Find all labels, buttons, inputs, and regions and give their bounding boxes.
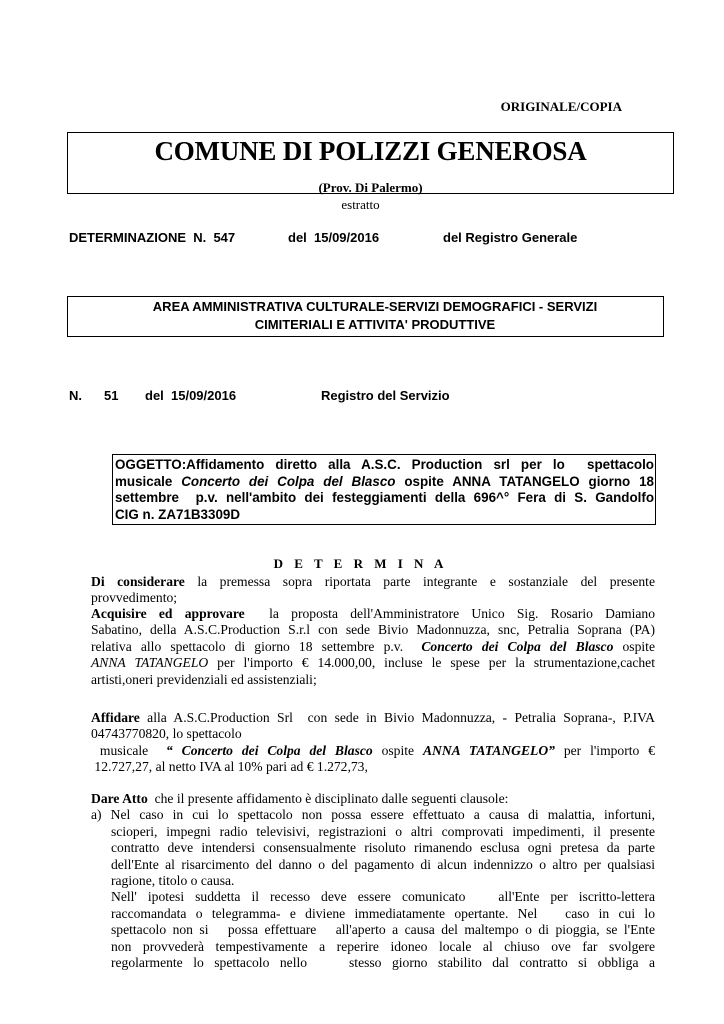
service-register-label: Registro del Servizio	[321, 388, 450, 403]
area-title-line1: AREA AMMINISTRATIVA CULTURALE-SERVIZI DEMOGRAFICI - SERVIZI	[152, 299, 598, 314]
clause-a-line10: regolarmente lo spettacolo nello stesso giorno stabilito dal contratto si obbliga a	[111, 955, 655, 971]
clause-a-line1: a) Nel caso in cui lo spettacolo non possa essere effettuato a causa di malattia, infortuni,	[91, 807, 655, 823]
p2-line3	[91, 639, 655, 655]
copy-type-label: ORIGINALE/COPIA	[500, 99, 622, 114]
p3-text1: alla A.S.C.Production Srl con sede in Bivio Madonnuzza, - Petralia Soprana-, P.IVA	[139, 710, 655, 725]
clause-a-line3: contratto deve intendersi consensualmente risoluto rimanendo esclusa ogni pretesa da parte	[111, 840, 655, 856]
p2-lead: Acquisire ed approvare	[91, 606, 245, 621]
general-register-label: del Registro Generale	[443, 230, 578, 245]
p3-line4: 12.727,27, al netto IVA al 10% pari ad € 1.272,73,	[91, 759, 368, 775]
p2-line4	[91, 655, 655, 671]
subject-text	[115, 457, 654, 523]
subject-cig: CIG n. ZA71B3309D	[115, 506, 241, 522]
p3-line3	[91, 743, 655, 759]
determina-title: D E T E R M I N A	[273, 556, 448, 571]
determination-date: del 15/09/2016	[288, 230, 380, 245]
p3-text3e: per l'importo €	[554, 742, 656, 758]
p2-artist: ANNA TATANGELO	[91, 655, 209, 671]
paragraph-consider	[91, 574, 655, 607]
p2-line5: artisti,oneri previdenziali ed assistenziali;	[91, 671, 317, 687]
extract-label: estratto	[341, 197, 380, 212]
p3-line2: 04743770820, lo spettacolo	[91, 726, 242, 742]
p3-lead: Affidare	[91, 710, 140, 725]
p2-text4b: per l'importo € 14.000,00, incluse le spese per la strumentazione,cachet	[208, 655, 655, 671]
clause-a-line4: dell'Ente al risarcimento del danno o del pagamento di alcun indennizzo o altro per qualsiasi	[111, 856, 655, 872]
clause-a-line6: Nell' ipotesi suddetta il recesso deve essere comunicato all'Ente per iscritto-lettera	[111, 889, 655, 905]
subject-line3: settembre p.v. nell'ambito dei festeggiamenti della 696^° Fera di S. Gandolfo	[115, 490, 654, 505]
clause-a-line2: scioperi, impegni radio televisivi, registrazioni o altri comprovati impedimenti, il presente	[111, 823, 655, 839]
subject-line2-c: ospite ANNA TATANGELO giorno 18	[395, 473, 654, 489]
p2-text3a: relativa allo spettacolo di giorno 18 settembre p.v.	[91, 638, 422, 654]
p1-text: la premessa sopra riportata parte integrante e sostanziale del presente	[184, 574, 655, 589]
p2-line2: Sabatino, della A.S.C.Production S.r.l con sede Bivio Madonnuzza, snc, Petralia Soprana (PA)	[91, 622, 655, 638]
service-date: del 15/09/2016	[145, 388, 237, 403]
p1-lead: Di considerare	[91, 574, 185, 589]
subject-line2-a: musicale	[115, 473, 182, 489]
paragraph-acknowledge	[91, 791, 655, 971]
service-n-label: N.	[69, 388, 82, 403]
determination-number: DETERMINAZIONE N. 547	[69, 230, 236, 245]
p3-show-title: “ Concerto dei Colpa del Blasco	[165, 742, 373, 758]
province-label: (Prov. Di Palermo)	[318, 180, 423, 195]
paragraph-acquire	[91, 606, 655, 688]
p2-show-title: Concerto dei Colpa del Blasco	[421, 638, 614, 654]
p2-line1	[91, 606, 655, 622]
clause-a-line8: spettacolo non si possa effettuare all'aperto a causa del maltempo o di pioggia, se l'Ente	[111, 922, 655, 938]
p2-text1: la proposta dell'Amministratore Unico Sig. Rosario Damiano	[244, 606, 655, 621]
municipality-title: COMUNE DI POLIZZI GENEROSA	[154, 136, 587, 166]
service-number: 51	[104, 388, 119, 403]
subject-line1: OGGETTO:Affidamento diretto alla A.S.C. Production srl per lo spettacolo	[115, 457, 654, 472]
area-title-line2: CIMITERIALI E ATTIVITA' PRODUTTIVE	[254, 317, 496, 332]
p1-line2: provvedimento;	[91, 590, 178, 606]
subject-show-title: Concerto dei Colpa del Blasco	[181, 473, 396, 489]
p3-text3c: ospite	[372, 742, 423, 758]
area-title	[100, 298, 650, 334]
subject-line2	[115, 474, 654, 491]
p2-text3c: ospite	[613, 638, 655, 654]
p3-text3a: musicale	[91, 742, 166, 758]
p1-line1	[91, 574, 655, 590]
p4-text1: che il presente affidamento è disciplinato dalle seguenti clausole:	[147, 791, 509, 806]
p4-lead: Dare Atto	[91, 791, 148, 806]
clause-a-line9: non provvederà tempestivamente a reperire idoneo locale al chiuso ove far svolgere	[111, 938, 655, 954]
p3-artist: ANNA TATANGELO”	[422, 742, 555, 758]
p3-line1	[91, 710, 655, 726]
clause-a-line7: raccomandata o telegramma- e diviene immediatamente opertante. Nel caso in cui lo	[111, 905, 655, 921]
paragraph-assign	[91, 710, 655, 776]
clause-a-line5: ragione, titolo o causa.	[111, 873, 235, 889]
p4-line1	[91, 791, 655, 807]
